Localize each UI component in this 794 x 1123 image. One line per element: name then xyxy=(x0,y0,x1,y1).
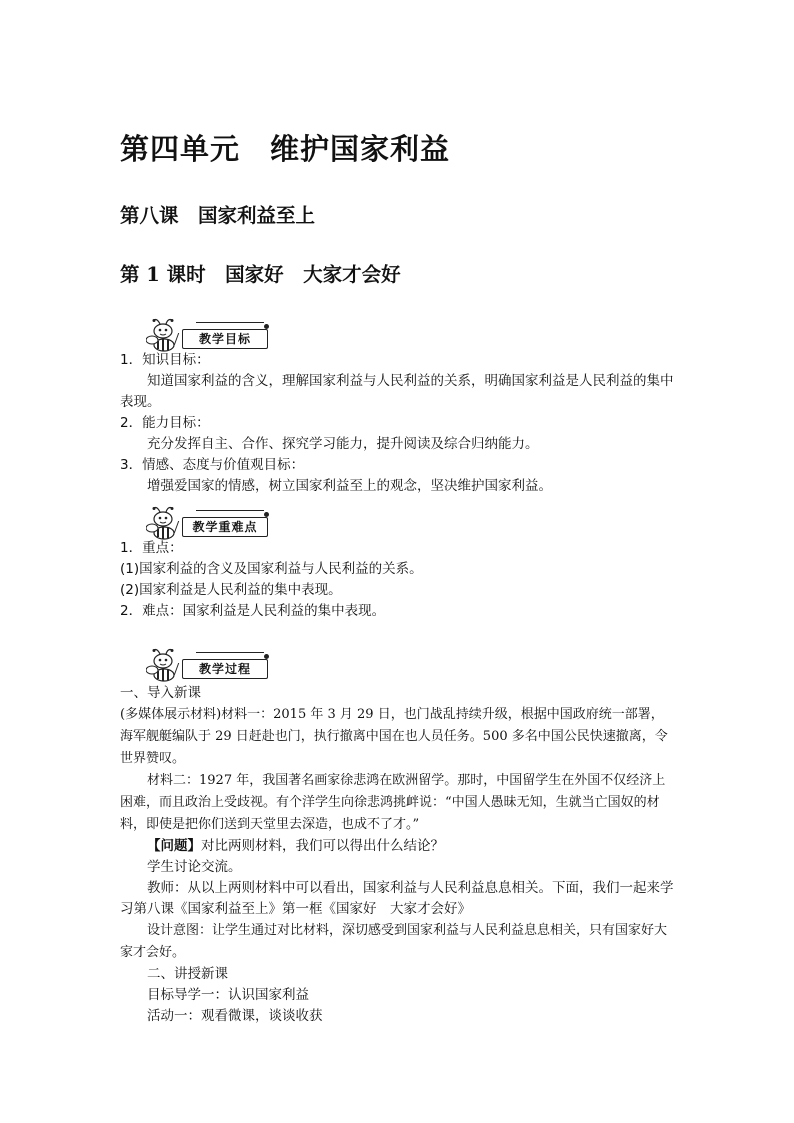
material-1: (多媒体展示材料)材料一：2015 年 3 月 29 日，也门战乱持续升级，根据中国政府统一部署，海军舰艇编队于 29 日赶赴也门，执行撤离中国在也人员任务。500 多名中国公民快速撤离，令世界赞叹。 xyxy=(120,707,668,766)
section-intro-heading: 一、导入新课 xyxy=(120,685,201,701)
teacher-remark: 教师：从以上两则材料中可以看出，国家利益与人民利益息息相关。下面，我们一起来学习第八课《国家利益至上》第一框《国家好 大家才会好》 xyxy=(120,880,674,917)
process-section xyxy=(120,683,676,1027)
process-badge-label: 教学过程 xyxy=(182,659,268,679)
knowledge-text: 知道国家利益的含义，理解国家利益与人民利益的关系，明确国家利益是人民利益的集中表现。 xyxy=(120,373,674,410)
key-points-section xyxy=(120,538,676,622)
lesson-title: 第八课 国家利益至上 xyxy=(120,204,316,227)
guide-1: 目标导学一：认识国家利益 xyxy=(147,987,309,1003)
knowledge-label: 1．知识目标： xyxy=(120,352,210,368)
question xyxy=(120,836,676,857)
section-new-lesson-heading: 二、讲授新课 xyxy=(147,966,228,982)
key-item-1: (1)国家利益的含义及国家利益与人民利益的关系。 xyxy=(120,561,423,577)
period-title: 第 1 课时 国家好 大家才会好 xyxy=(120,263,401,286)
student-discussion: 学生讨论交流。 xyxy=(147,859,242,875)
emotion-label: 3．情感、态度与价值观目标： xyxy=(120,457,305,473)
objectives-section xyxy=(120,350,676,497)
activity-1: 活动一：观看微课，谈谈收获 xyxy=(147,1008,323,1024)
process-badge xyxy=(146,648,274,684)
material-2: 材料二：1927 年，我国著名画家徐悲鸿在欧洲留学。那时，中国留学生在外国不仅经济上困难，而且政治上受歧视。有个洋学生向徐悲鸿挑衅说：“中国人愚昧无知，生就当亡国奴的材料，即使是把你们送到天堂里去深造，也成不了才。” xyxy=(120,773,666,832)
question-tag: 【问题】 xyxy=(147,838,201,854)
objectives-badge xyxy=(146,318,274,354)
unit-title: 第四单元 维护国家利益 xyxy=(120,132,451,166)
difficulty: 2．难点：国家利益是人民利益的集中表现。 xyxy=(120,603,386,619)
key-points-badge-label: 教学重难点 xyxy=(182,517,268,537)
key-label: 1．重点： xyxy=(120,540,183,556)
ability-label: 2．能力目标： xyxy=(120,415,210,431)
ability-text: 充分发挥自主、合作、探究学习能力，提升阅读及综合归纳能力。 xyxy=(147,436,539,452)
key-item-2: (2)国家利益是人民利益的集中表现。 xyxy=(120,582,342,598)
key-points-badge xyxy=(146,506,274,542)
objectives-badge-label: 教学目标 xyxy=(182,329,268,349)
emotion-text: 增强爱国家的情感，树立国家利益至上的观念，坚决维护国家利益。 xyxy=(147,478,552,494)
design-intent: 设计意图：让学生通过对比材料，深切感受到国家利益与人民利益息息相关，只有国家好大家才会好。 xyxy=(120,923,668,960)
question-text: 对比两则材料，我们可以得出什么结论？ xyxy=(201,838,444,854)
